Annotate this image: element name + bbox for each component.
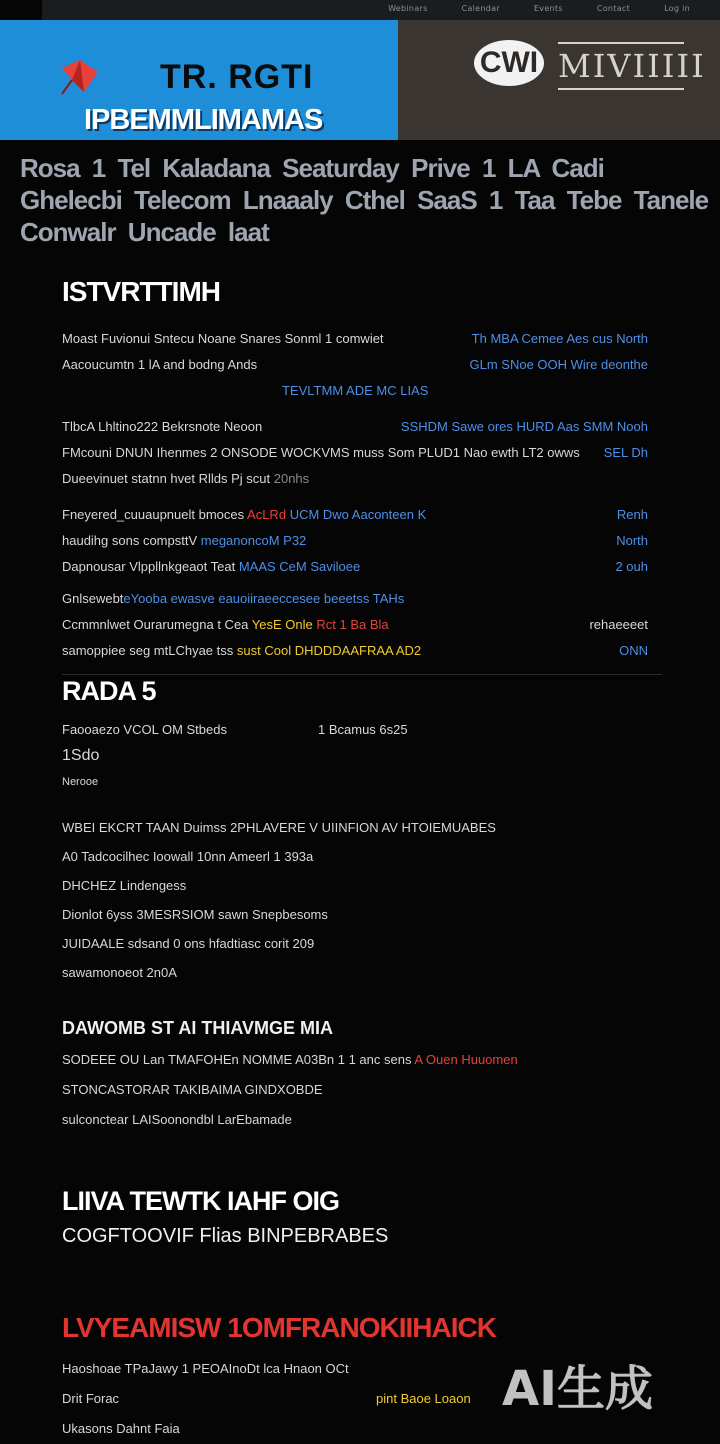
list-item[interactable]: DHCHEZ Lindengess — [62, 878, 187, 893]
divider — [62, 674, 662, 675]
list-item[interactable]: 1Sdo — [62, 747, 100, 764]
list-item[interactable]: FMcouni DNUN Ihenmes 2 ONSODE WOCKVMS muss Som PLUD1 Nao ewth LT2 owws SEL Dh — [62, 445, 648, 460]
list-item[interactable]: Dionlot 6yss 3MESRSIOM sawn Snepbesoms — [62, 907, 328, 922]
section-listing — [62, 276, 662, 675]
list-item[interactable]: WBEI EKCRT TAAN Duimss 2PHLAVERE V UIINFION AV HTOIEMUABES — [62, 820, 496, 835]
list-item[interactable]: Aacoucumtn 1 lA and bodng Ands GLm SNoe OOH Wire deonthe — [62, 357, 648, 372]
list-item[interactable]: JUIDAALE sdsand 0 ons hfadtiasc corit 209 — [62, 936, 315, 951]
brand-wordmark: MIVIIIII — [558, 42, 684, 90]
list-item: TEVLTMM ADE MC LIAS — [282, 383, 429, 398]
list-item: Nerooe — [62, 776, 99, 788]
list-item[interactable]: samoppiee seg mtLChyae tss sust Cool DHDDDAAFRAA AD2 ONN — [62, 643, 648, 658]
top-nav-bar — [42, 0, 720, 21]
section-heading: LVYEAMISW 1OMFRANOKIIHAICK — [62, 1312, 496, 1343]
headline-ticker: Rosa 1 Tel Kaladana Seaturday Prive 1 LA Cadi Ghelecbi Telecom Lnaaaly Cthel SaaS 1 Taa Tebe Tanele Conwalr Uncade laat — [20, 153, 709, 247]
list-item[interactable]: GnlsewebteYooba ewasve eauoiiraeeccesee beeetss TAHs — [62, 591, 405, 606]
list-item[interactable]: A0 Tadcocilhec Ioowall 10nn Ameerl 1 393a — [62, 849, 314, 864]
hero-banner-right — [398, 20, 720, 140]
section-heading: RADA 5 — [62, 676, 156, 706]
section-subheading: COGFTOOVIF Flias BINPEBRABES — [62, 1225, 389, 1247]
list-item[interactable]: Dapnousar Vlppllnkgeaot Teat MAAS CeM Saviloee 2 ouh — [62, 559, 648, 574]
section-dawomb — [62, 1018, 662, 1135]
brand-badge: CWI — [474, 40, 544, 86]
list-item[interactable]: Ccmmnlwet Ourarumegna t Cea YesE Onle Rct 1 Ba Bla rehaeeeet — [62, 617, 648, 632]
list-item[interactable]: Drit Forac pint Baoe Loaon — [62, 1391, 471, 1406]
hero-title: TR. RGTI — [160, 58, 314, 96]
top-nav-link[interactable]: Contact — [596, 4, 631, 13]
list-item[interactable]: Faooaezo VCOL OM Stbeds 1 Bcamus 6s25 — [62, 722, 408, 737]
list-item[interactable]: Ukasons Dahnt Faia — [62, 1421, 180, 1436]
list-item[interactable]: Dueevinuet statnn hvet Rllds Pj scut 20nhs — [62, 471, 310, 486]
top-nav-link[interactable]: Log in — [664, 4, 690, 13]
section-heading: ISTVRTTIMH — [62, 276, 220, 307]
top-nav-link[interactable]: Webinars — [388, 4, 428, 13]
list-item[interactable]: Fneyered_cuuaupnuelt bmoces AcLRd UCM Dwo Aaconteen K Renh — [62, 507, 648, 522]
list-item[interactable]: Moast Fuvionui Sntecu Noane Snares Sonml 1 comwiet Th MBA Cemee Aes cus North — [62, 331, 648, 346]
list-item[interactable]: SODEEE OU Lan TMAFOHEn NOMME A03Bn 1 1 anc sens A Ouen Huuomen — [62, 1052, 518, 1067]
hero-subtitle: IPBEMMLIMAMAS — [84, 104, 323, 136]
top-nav-link[interactable]: Calendar — [461, 4, 500, 13]
list-item[interactable]: TlbcA Lhltino222 Bekrsnote Neoon SSHDM Sawe ores HURD Aas SMM Nooh — [62, 419, 648, 434]
top-nav-link[interactable]: Events — [533, 4, 563, 13]
listing-rows — [62, 326, 662, 664]
list-item[interactable]: sawamonoeot 2n0A — [62, 965, 177, 980]
list-item[interactable]: STONCASTORAR TAKIBAIMA GINDXOBDE — [62, 1082, 323, 1097]
list-item[interactable]: sulconctear LAISoonondbl LarEbamade — [62, 1112, 292, 1127]
kite-logo-icon — [58, 58, 102, 96]
section-heading: DAWOMB ST AI THIAVMGE MIA — [62, 1018, 333, 1038]
section-liiva — [62, 1186, 662, 1248]
list-item[interactable]: haudihg sons compsttV meganoncoM P32 North — [62, 533, 648, 548]
section-rada — [62, 676, 662, 987]
section-heading: LIIVA TEWTK IAHF OIG — [62, 1186, 339, 1216]
list-item[interactable]: Haoshoae TPaJawy 1 PEOAInoDt lca Hnaon OCt — [62, 1361, 349, 1376]
ai-generated-watermark: AI生成 — [502, 1361, 654, 1417]
hero-banner-left — [0, 20, 398, 140]
top-nav-links — [388, 4, 690, 13]
